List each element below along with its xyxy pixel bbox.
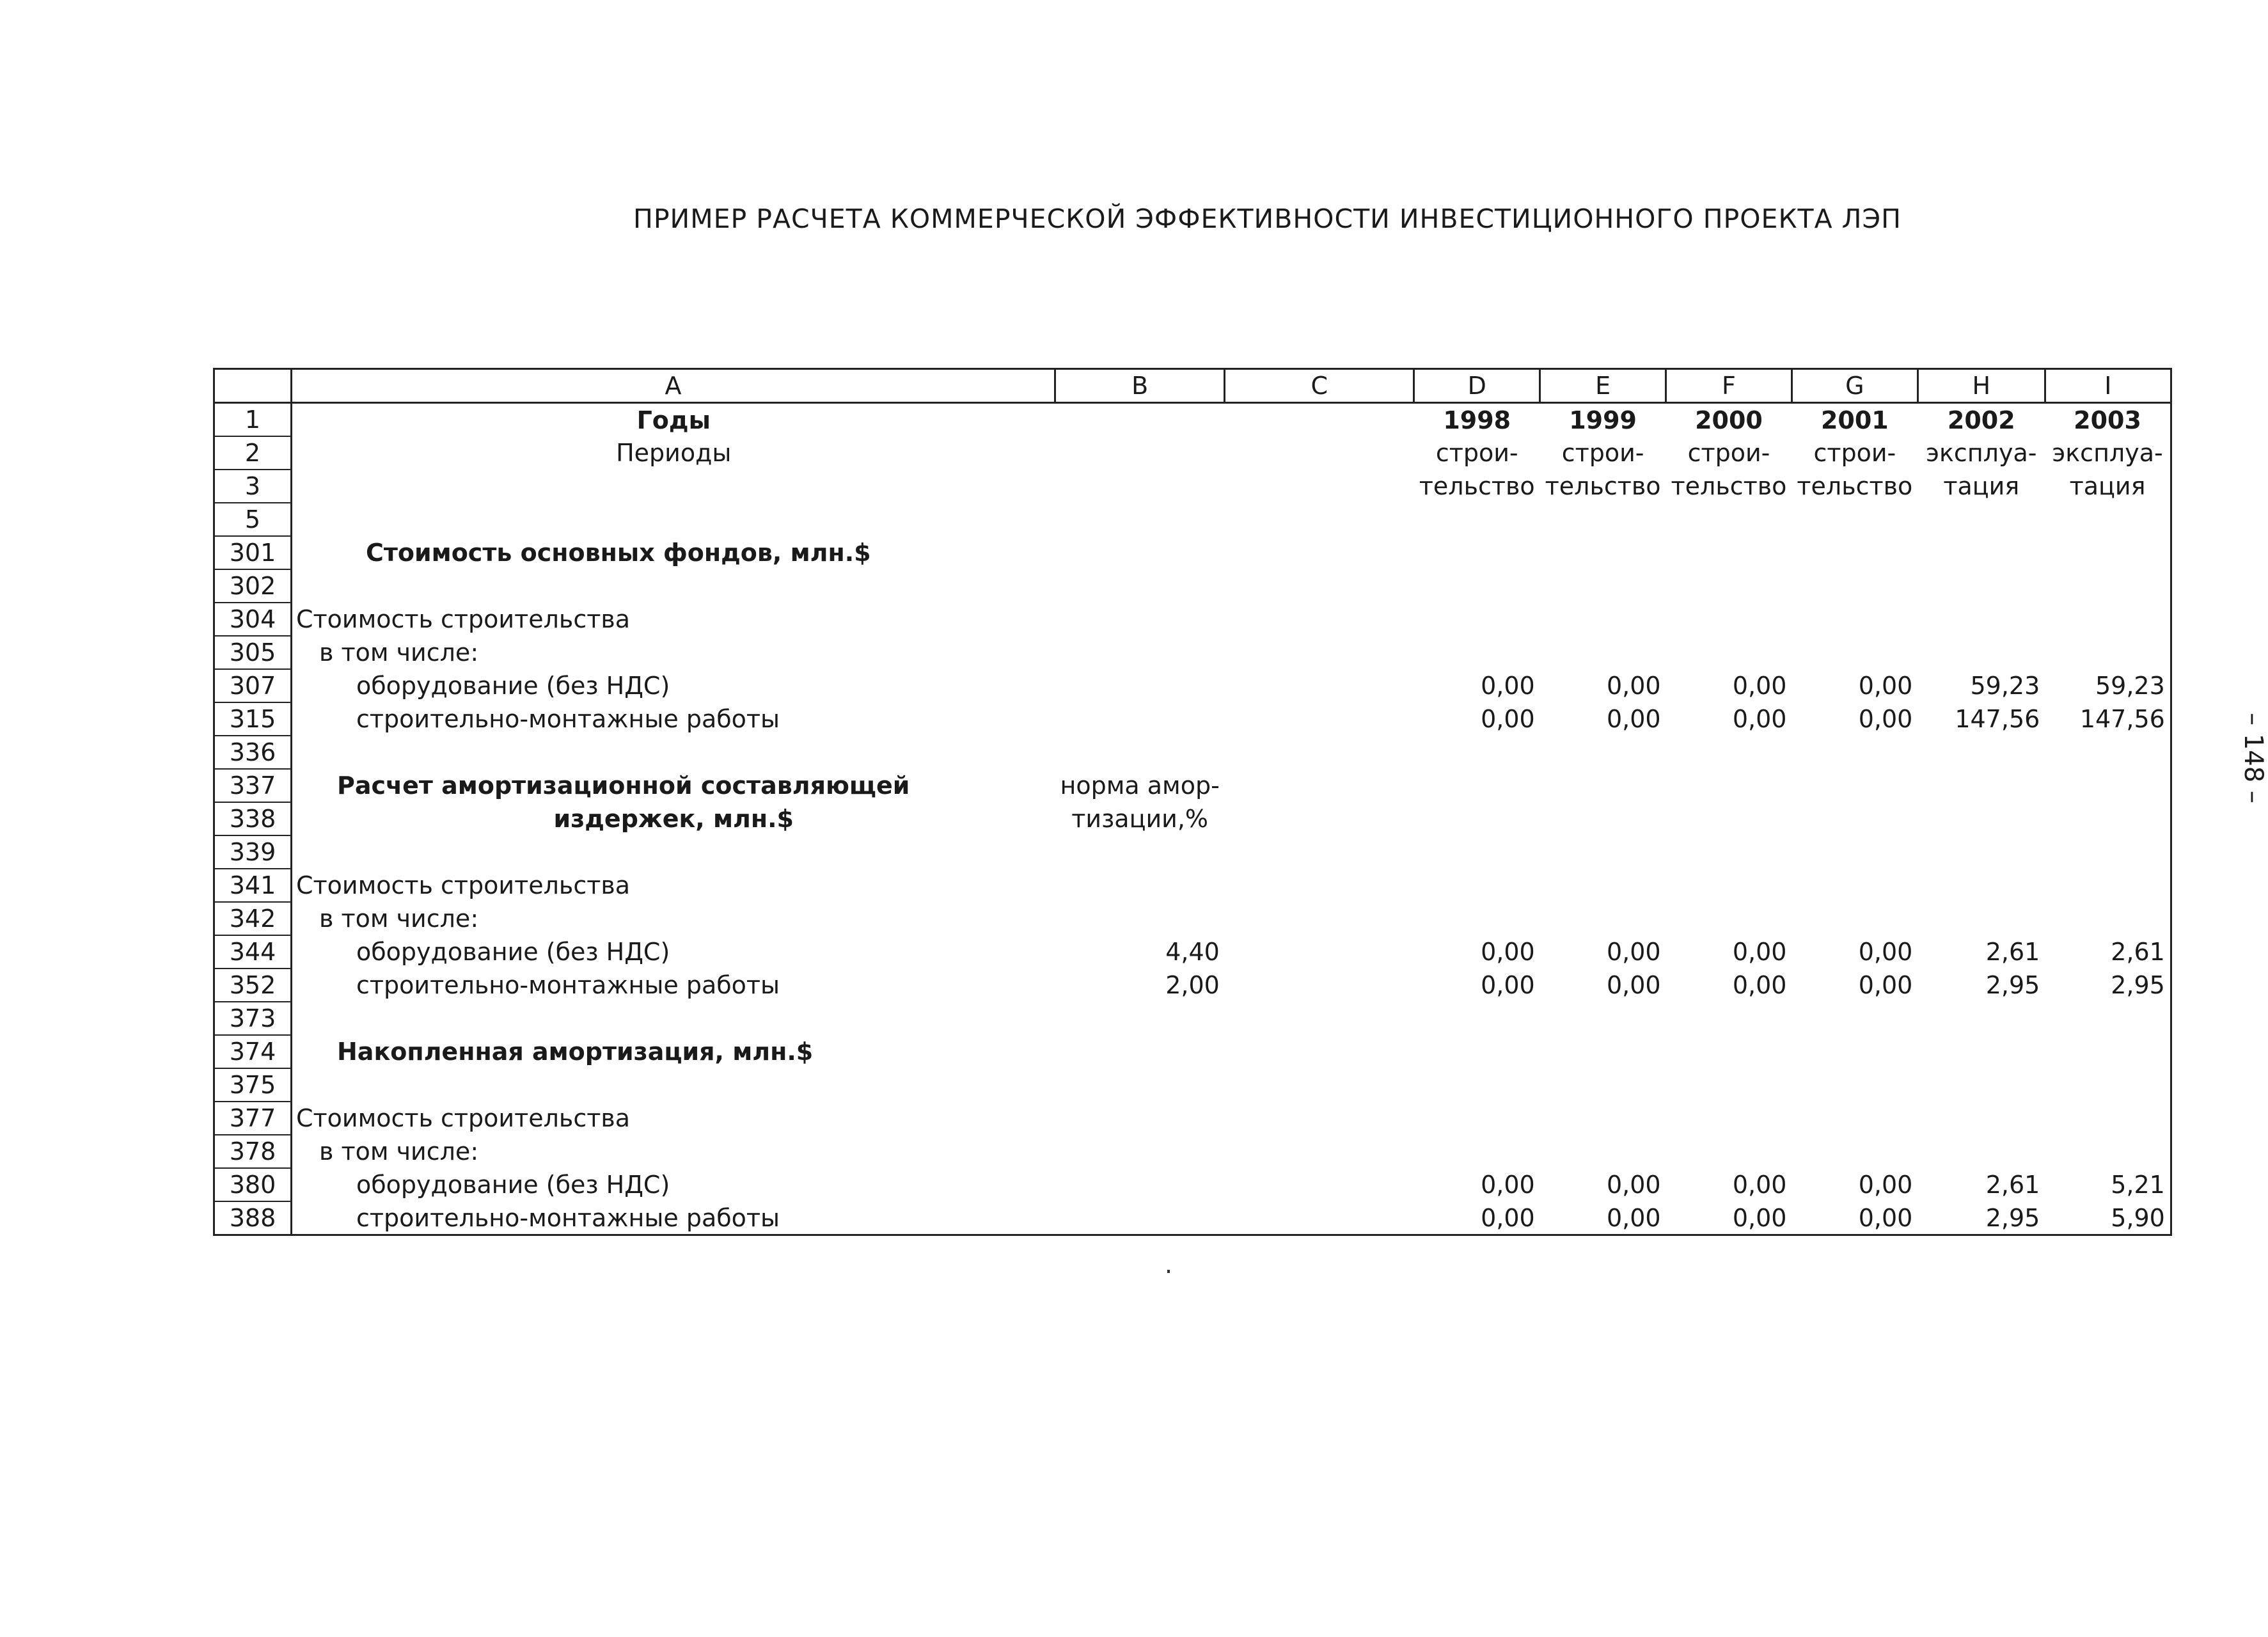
row-number: 342 — [214, 902, 292, 935]
column-header-g: G — [1792, 369, 1918, 403]
cell-a: строительно-монтажные работы — [356, 971, 780, 999]
cell-b — [1055, 1102, 1225, 1135]
cell-i — [2045, 802, 2171, 835]
cell-i: эксплуа- — [2045, 436, 2171, 470]
cell-b — [1055, 1068, 1225, 1102]
cell-g — [1792, 1135, 1918, 1168]
cell-f — [1666, 1035, 1792, 1068]
row-number: 302 — [214, 569, 292, 603]
spreadsheet-table — [213, 368, 2172, 1236]
cell-f — [1666, 769, 1792, 802]
cell-d: 0,00 — [1481, 1171, 1535, 1199]
cell-c — [1225, 1102, 1414, 1135]
cell-g — [1792, 503, 1918, 536]
cell-d: 0,00 — [1481, 938, 1535, 966]
cell-e — [1540, 869, 1666, 902]
cell-f — [1666, 1068, 1792, 1102]
cell-e: 0,00 — [1606, 1171, 1661, 1199]
cell-d — [1414, 736, 1540, 769]
cell-b — [1055, 569, 1225, 603]
column-header-d: D — [1414, 369, 1540, 403]
cell-g: 0,00 — [1858, 705, 1913, 733]
cell-b: 2,00 — [1165, 971, 1220, 999]
cell-g: 2001 — [1820, 406, 1889, 434]
cell-c — [1225, 636, 1414, 669]
cell-e — [1540, 1102, 1666, 1135]
row-number: 339 — [214, 835, 292, 869]
row-number: 337 — [214, 769, 292, 802]
cell-a — [292, 569, 1055, 603]
cell-d: 0,00 — [1481, 672, 1535, 700]
cell-e — [1540, 1002, 1666, 1035]
cell-e — [1540, 536, 1666, 569]
cell-i: 2,95 — [2045, 969, 2171, 1002]
row-number: 377 — [214, 1102, 292, 1135]
cell-e — [1540, 503, 1666, 536]
cell-h — [1918, 636, 2045, 669]
cell-g — [1792, 902, 1918, 935]
cell-c — [1225, 1135, 1414, 1168]
cell-g — [1792, 636, 1918, 669]
cell-c — [1225, 802, 1414, 835]
cell-g — [1792, 835, 1918, 869]
cell-d — [1414, 1068, 1540, 1102]
cell-f — [1666, 835, 1792, 869]
cell-f — [1666, 869, 1792, 902]
cell-h: 2,61 — [1985, 1171, 2040, 1199]
cell-g — [1792, 1102, 1918, 1135]
cell-c — [1225, 436, 1414, 470]
cell-b — [1055, 702, 1225, 736]
cell-g — [1792, 536, 1918, 569]
cell-c — [1225, 736, 1414, 769]
cell-f — [1666, 1102, 1792, 1135]
cell-f: строи- — [1687, 439, 1770, 467]
table-row — [214, 935, 2171, 969]
table-row — [214, 636, 2171, 669]
cell-f — [1666, 503, 1792, 536]
cell-a: Годы — [636, 406, 711, 434]
cell-i — [2045, 1102, 2171, 1135]
table-row — [214, 1002, 2171, 1035]
scan-mark — [1167, 1270, 1170, 1273]
cell-b — [1055, 902, 1225, 935]
cell-i — [2045, 536, 2171, 569]
cell-a: оборудование (без НДС) — [356, 1171, 670, 1199]
cell-f — [1666, 1002, 1792, 1035]
row-number: 1 — [214, 403, 292, 437]
cell-g: строи- — [1813, 439, 1896, 467]
table-row — [214, 669, 2171, 702]
cell-i: тация — [2045, 470, 2171, 503]
cell-b — [1055, 669, 1225, 702]
row-number: 352 — [214, 969, 292, 1002]
cell-e — [1540, 603, 1666, 636]
cell-d: 0,00 — [1414, 1201, 1540, 1235]
cell-b — [1055, 536, 1225, 569]
cell-c — [1225, 569, 1414, 603]
cell-c — [1225, 669, 1414, 702]
cell-g — [1792, 603, 1918, 636]
cell-c — [1225, 769, 1414, 802]
cell-g: 0,00 — [1858, 938, 1913, 966]
row-number: 344 — [214, 935, 292, 969]
cell-d: строи- — [1435, 439, 1518, 467]
row-number: 388 — [214, 1201, 292, 1235]
cell-h — [1918, 1035, 2045, 1068]
cell-c — [1225, 969, 1414, 1002]
cell-a: оборудование (без НДС) — [356, 672, 670, 700]
cell-a — [292, 470, 1055, 503]
cell-f: 0,00 — [1732, 1171, 1787, 1199]
cell-e — [1540, 636, 1666, 669]
cell-b: норма амор- — [1060, 771, 1220, 800]
cell-e — [1540, 835, 1666, 869]
cell-e: строи- — [1561, 439, 1644, 467]
cell-e: 0,00 — [1606, 971, 1661, 999]
row-number: 380 — [214, 1168, 292, 1201]
cell-h — [1918, 503, 2045, 536]
cell-i — [2045, 769, 2171, 802]
row-number: 305 — [214, 636, 292, 669]
cell-f — [1666, 1135, 1792, 1168]
cell-b — [1055, 1201, 1225, 1235]
column-header-c: C — [1225, 369, 1414, 403]
cell-d: 0,00 — [1481, 971, 1535, 999]
cell-b — [1055, 1002, 1225, 1035]
column-header-e: E — [1540, 369, 1666, 403]
cell-e: 0,00 — [1606, 938, 1661, 966]
cell-g — [1792, 802, 1918, 835]
column-header-b: B — [1055, 369, 1225, 403]
cell-a: Стоимость строительства — [296, 1104, 631, 1132]
document-title: ПРИМЕР РАСЧЕТА КОММЕРЧЕСКОЙ ЭФФЕКТИВНОСТИ ИНВЕСТИЦИОННОГО ПРОЕКТА ЛЭП — [633, 203, 1902, 234]
cell-c — [1225, 603, 1414, 636]
cell-d — [1414, 636, 1540, 669]
cell-d — [1414, 802, 1540, 835]
cell-d — [1414, 1102, 1540, 1135]
cell-f: тельство — [1671, 472, 1787, 500]
cell-i — [2045, 636, 2171, 669]
cell-d — [1414, 902, 1540, 935]
column-header-row — [214, 369, 2171, 403]
table-row — [214, 1068, 2171, 1102]
cell-g — [1792, 569, 1918, 603]
row-number: 375 — [214, 1068, 292, 1102]
cell-h — [1918, 769, 2045, 802]
cell-c — [1225, 1168, 1414, 1201]
cell-c — [1225, 1035, 1414, 1068]
cell-c — [1225, 1002, 1414, 1035]
cell-f — [1666, 736, 1792, 769]
cell-i — [2045, 603, 2171, 636]
cell-c — [1225, 935, 1414, 969]
cell-h: 2,95 — [1985, 971, 2040, 999]
cell-f: 0,00 — [1732, 938, 1787, 966]
cell-e — [1540, 769, 1666, 802]
cell-f — [1666, 802, 1792, 835]
column-header-a: A — [292, 369, 1055, 403]
cell-h — [1918, 1002, 2045, 1035]
cell-d: 1998 — [1443, 406, 1511, 434]
cell-h — [1918, 869, 2045, 902]
table-row — [214, 902, 2171, 935]
cell-a: Накопленная амортизация, млн.$ — [337, 1038, 814, 1066]
row-number: 374 — [214, 1035, 292, 1068]
row-number: 301 — [214, 536, 292, 569]
cell-h — [1918, 902, 2045, 935]
row-number: 307 — [214, 669, 292, 702]
table-row — [214, 1201, 2171, 1235]
cell-f: 2000 — [1695, 406, 1763, 434]
cell-a — [292, 503, 1055, 536]
cell-b — [1055, 636, 1225, 669]
cell-f: 0,00 — [1666, 1201, 1792, 1235]
cell-b — [1055, 869, 1225, 902]
cell-c — [1225, 536, 1414, 569]
cell-g — [1792, 1002, 1918, 1035]
cell-g: 0,00 — [1858, 971, 1913, 999]
column-header-f: F — [1666, 369, 1792, 403]
table-row — [214, 436, 2171, 470]
table-row — [214, 802, 2171, 835]
cell-a: оборудование (без НДС) — [356, 938, 670, 966]
cell-d — [1414, 1135, 1540, 1168]
table-row — [214, 835, 2171, 869]
cell-c — [1225, 403, 1414, 437]
row-number: 3 — [214, 470, 292, 503]
cell-i — [2045, 1002, 2171, 1035]
cell-g — [1792, 769, 1918, 802]
row-number: 304 — [214, 603, 292, 636]
cell-i — [2045, 736, 2171, 769]
cell-a: издержек, млн.$ — [553, 805, 794, 833]
cell-e: 1999 — [1569, 406, 1637, 434]
cell-a — [292, 835, 1055, 869]
row-number: 338 — [214, 802, 292, 835]
cell-a: Стоимость строительства — [296, 871, 631, 899]
cell-g — [1792, 736, 1918, 769]
cell-e — [1540, 802, 1666, 835]
table-row — [214, 769, 2171, 802]
cell-e: тельство — [1545, 472, 1661, 500]
cell-h: 2,95 — [1918, 1201, 2045, 1235]
cell-b — [1055, 403, 1225, 437]
cell-b — [1055, 1168, 1225, 1201]
cell-h — [1918, 603, 2045, 636]
cell-i: 2,61 — [2045, 935, 2171, 969]
cell-g — [1792, 1068, 1918, 1102]
table-row — [214, 503, 2171, 536]
cell-i — [2045, 1068, 2171, 1102]
table-row — [214, 1135, 2171, 1168]
table-row — [214, 603, 2171, 636]
cell-e — [1540, 1035, 1666, 1068]
row-number: 315 — [214, 702, 292, 736]
table-row — [214, 403, 2171, 437]
cell-a — [292, 736, 1055, 769]
cell-b — [1055, 470, 1225, 503]
row-number: 2 — [214, 436, 292, 470]
cell-d — [1414, 603, 1540, 636]
cell-i — [2045, 835, 2171, 869]
table-row — [214, 536, 2171, 569]
table-row — [214, 969, 2171, 1002]
cell-a: Расчет амортизационной составляющей — [337, 771, 910, 800]
table-row — [214, 1035, 2171, 1068]
cell-f — [1666, 603, 1792, 636]
cell-a: Стоимость основных фондов, млн.$ — [366, 539, 871, 567]
cell-g — [1792, 869, 1918, 902]
cell-c — [1225, 470, 1414, 503]
cell-b: 4,40 — [1165, 938, 1220, 966]
cell-h: 2,61 — [1985, 938, 2040, 966]
cell-h: 2002 — [1947, 406, 2015, 434]
cell-h — [1918, 1068, 2045, 1102]
cell-e: 0,00 — [1540, 1201, 1666, 1235]
cell-a — [292, 1068, 1055, 1102]
table-row — [214, 470, 2171, 503]
cell-g: 0,00 — [1858, 1171, 1913, 1199]
column-header-i: I — [2045, 369, 2171, 403]
cell-e — [1540, 1068, 1666, 1102]
cell-a: строительно-монтажные работы — [356, 705, 780, 733]
table-row — [214, 1102, 2171, 1135]
cell-a: строительно-монтажные работы — [292, 1201, 1055, 1235]
row-number: 336 — [214, 736, 292, 769]
page-number: – 148 – — [2238, 713, 2268, 803]
table-row — [214, 869, 2171, 902]
cell-g: 0,00 — [1858, 672, 1913, 700]
cell-b — [1055, 503, 1225, 536]
cell-h: эксплуа- — [1926, 439, 2037, 467]
cell-h — [1918, 569, 2045, 603]
cell-i: 5,21 — [2045, 1168, 2171, 1201]
row-number: 5 — [214, 503, 292, 536]
cell-a: в том числе: — [319, 638, 479, 667]
cell-h — [1918, 802, 2045, 835]
row-number: 378 — [214, 1135, 292, 1168]
cell-h — [1918, 1135, 2045, 1168]
table-row — [214, 736, 2171, 769]
cell-b — [1055, 736, 1225, 769]
cell-d — [1414, 503, 1540, 536]
cell-c — [1225, 1201, 1414, 1235]
cell-e — [1540, 736, 1666, 769]
cell-c — [1225, 869, 1414, 902]
cell-b — [1055, 835, 1225, 869]
cell-b — [1055, 1135, 1225, 1168]
column-header-h: H — [1918, 369, 2045, 403]
cell-d — [1414, 769, 1540, 802]
cell-d — [1414, 536, 1540, 569]
cell-c — [1225, 1068, 1414, 1102]
cell-e: 0,00 — [1606, 705, 1661, 733]
cell-e — [1540, 902, 1666, 935]
cell-e: 0,00 — [1606, 672, 1661, 700]
cell-b — [1055, 436, 1225, 470]
cell-e — [1540, 569, 1666, 603]
cell-b — [1055, 603, 1225, 636]
cell-d — [1414, 835, 1540, 869]
cell-e — [1540, 1135, 1666, 1168]
table-row — [214, 1168, 2171, 1201]
cell-b: тизации,% — [1071, 805, 1209, 833]
table-row — [214, 569, 2171, 603]
cell-h — [1918, 736, 2045, 769]
cell-i — [2045, 869, 2171, 902]
cell-i: 147,56 — [2045, 702, 2171, 736]
cell-h — [1918, 536, 2045, 569]
cell-f — [1666, 902, 1792, 935]
cell-f — [1666, 536, 1792, 569]
cell-h: тация — [1943, 472, 2020, 500]
cell-h — [1918, 1102, 2045, 1135]
spreadsheet-body — [214, 403, 2171, 1235]
row-number: 373 — [214, 1002, 292, 1035]
row-number: 341 — [214, 869, 292, 902]
cell-a: Стоимость строительства — [296, 605, 631, 633]
cell-d — [1414, 569, 1540, 603]
cell-i — [2045, 1135, 2171, 1168]
cell-d: тельство — [1419, 472, 1535, 500]
cell-i — [2045, 1035, 2171, 1068]
cell-b — [1055, 1035, 1225, 1068]
cell-a: в том числе: — [319, 1137, 479, 1166]
cell-g: тельство — [1797, 472, 1913, 500]
cell-g — [1792, 1035, 1918, 1068]
cell-a: Периоды — [616, 439, 732, 467]
cell-i: 5,90 — [2045, 1201, 2171, 1235]
cell-h: 59,23 — [1970, 672, 2040, 700]
cell-f — [1666, 636, 1792, 669]
cell-c — [1225, 902, 1414, 935]
cell-d: 0,00 — [1481, 705, 1535, 733]
cell-g: 0,00 — [1792, 1201, 1918, 1235]
cell-d — [1414, 1035, 1540, 1068]
cell-f: 0,00 — [1732, 971, 1787, 999]
cell-i: 59,23 — [2045, 669, 2171, 702]
cell-d — [1414, 1002, 1540, 1035]
cell-i — [2045, 902, 2171, 935]
cell-c — [1225, 702, 1414, 736]
cell-h — [1918, 835, 2045, 869]
cell-i: 2003 — [2045, 403, 2171, 437]
cell-i — [2045, 569, 2171, 603]
cell-h: 147,56 — [1955, 705, 2040, 733]
cell-f: 0,00 — [1732, 705, 1787, 733]
table-row — [214, 702, 2171, 736]
cell-d — [1414, 869, 1540, 902]
corner-cell — [214, 369, 292, 403]
cell-f: 0,00 — [1732, 672, 1787, 700]
cell-a: в том числе: — [319, 905, 479, 933]
cell-i — [2045, 503, 2171, 536]
cell-c — [1225, 503, 1414, 536]
cell-f — [1666, 569, 1792, 603]
cell-a — [292, 1002, 1055, 1035]
cell-c — [1225, 835, 1414, 869]
